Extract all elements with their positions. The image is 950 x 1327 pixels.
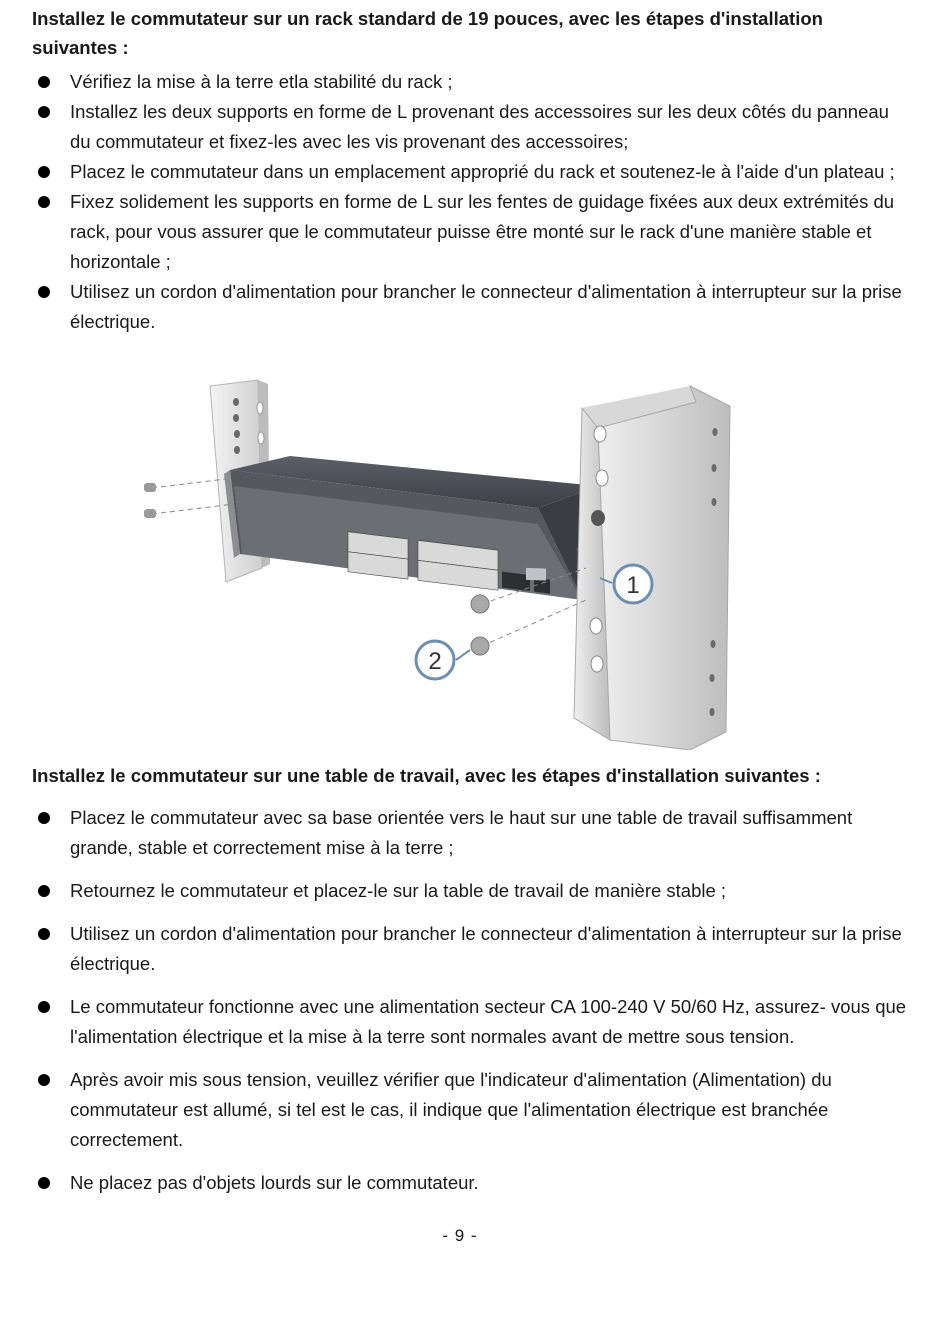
bullet-icon [38, 812, 50, 824]
list-item [32, 992, 912, 1052]
list-item [32, 67, 912, 97]
step-text: Retournez le commutateur et placez-le sur la table de travail de manière stable ; [70, 880, 727, 901]
bullet-icon [38, 286, 50, 298]
list-item [32, 97, 912, 157]
bullet-icon [38, 1001, 50, 1013]
list-item [32, 157, 912, 187]
switch-unit [224, 456, 612, 604]
bullet-icon [38, 76, 50, 88]
list-item [32, 1065, 912, 1155]
list-item [32, 187, 912, 277]
rack-install-heading: Installez le commutateur sur un rack standard de 19 pouces, avec les étapes d'installation suivantes : [32, 8, 823, 58]
list-item [32, 919, 912, 979]
step-text: Installez les deux supports en forme de L provenant des accessoires sur les deux côtés du panneau du commutateur et fixez-les avec les vis provenant des accessoires; [70, 101, 889, 152]
page-number: - 9 - [442, 1226, 478, 1245]
right-rack-post [574, 386, 730, 750]
callout-1-label: 1 [626, 572, 640, 599]
step-text: Placez le commutateur avec sa base orientée vers le haut sur une table de travail suffisamment grande, stable et correctement mise à la terre ; [70, 807, 853, 858]
bullet-icon [38, 106, 50, 118]
step-text: Utilisez un cordon d'alimentation pour brancher le connecteur d'alimentation à interrupteur sur la prise électrique. [70, 923, 902, 974]
bullet-icon [38, 885, 50, 897]
rack-mount-illustration [130, 378, 750, 750]
bullet-icon [38, 166, 50, 178]
bullet-icon [38, 1074, 50, 1086]
step-text: Fixez solidement les supports en forme de L sur les fentes de guidage fixées aux deux extrémités du rack, pour vous assurer que le commutateur puisse être monté sur le rack d'une manière stable et horizontale ; [70, 191, 895, 272]
list-item [32, 803, 912, 863]
step-text: Ne placez pas d'objets lourds sur le commutateur. [70, 1172, 479, 1193]
list-item [32, 1168, 912, 1198]
list-item [32, 277, 912, 337]
step-text: Utilisez un cordon d'alimentation pour brancher le connecteur d'alimentation à interrupteur sur la prise électrique. [70, 281, 902, 332]
step-text: Après avoir mis sous tension, veuillez vérifier que l'indicateur d'alimentation (Alimentation) du commutateur est allumé, si tel est le cas, il indique que l'alimentation électrique est branchée correctement. [70, 1069, 832, 1150]
step-text: Vérifiez la mise à la terre etla stabilité du rack ; [70, 71, 453, 92]
bullet-icon [38, 928, 50, 940]
step-text: Placez le commutateur dans un emplacement approprié du rack et soutenez-le à l'aide d'un plateau ; [70, 161, 895, 182]
callout-2-label: 2 [428, 648, 442, 675]
table-install-heading: Installez le commutateur sur une table de travail, avec les étapes d'installation suivantes : [32, 765, 821, 786]
step-text: Le commutateur fonctionne avec une alimentation secteur CA 100-240 V 50/60 Hz, assurez- vous que l'alimentation électrique et la mise à la terre sont normales avant de mettre sous tension. [70, 996, 907, 1047]
bullet-icon [38, 1177, 50, 1189]
list-item [32, 876, 912, 906]
table-install-steps [32, 803, 912, 1211]
callout-2 [416, 641, 470, 679]
rack-install-steps [32, 67, 912, 337]
bullet-icon [38, 196, 50, 208]
